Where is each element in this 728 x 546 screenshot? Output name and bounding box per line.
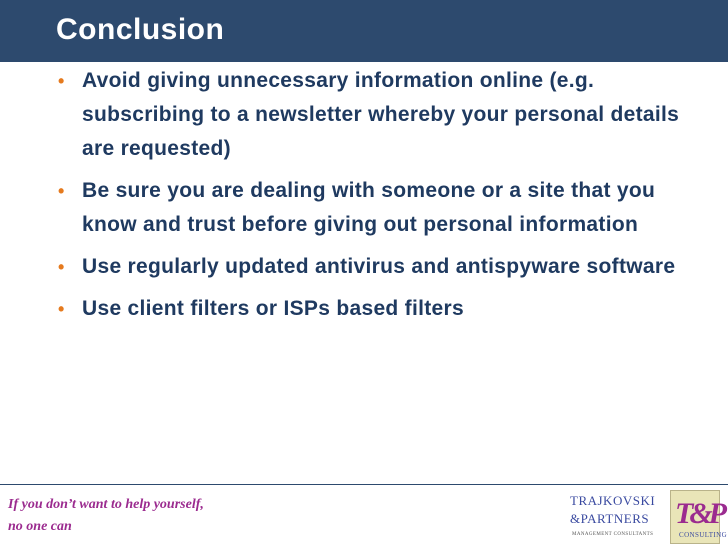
logo-line-1: TRAJKOVSKI <box>570 493 656 508</box>
bullet-marker-icon: • <box>58 181 65 201</box>
logo-mark-icon <box>670 490 728 544</box>
bullet-text: Avoid giving unnecessary information online (e.g. subscribing to a newsletter whereby your personal details are requested) <box>82 69 680 160</box>
bullet-item <box>56 64 696 166</box>
bullet-marker-icon: • <box>58 257 65 277</box>
bullet-text: Use client filters or ISPs based filters <box>82 297 464 320</box>
bullet-item <box>56 174 696 242</box>
logo-subtitle: MANAGEMENT CONSULTANTS <box>572 532 654 537</box>
bullet-marker-icon: • <box>58 71 65 91</box>
bullet-item <box>56 292 696 326</box>
logo-line-2: &PARTNERS <box>570 511 650 526</box>
logo-mark-text: T&P <box>675 497 723 530</box>
slogan-line-1: If you don’t want to help yourself, <box>8 497 204 512</box>
slide-title: Conclusion <box>56 13 225 46</box>
bullet-list <box>56 64 696 334</box>
logo-wordmark <box>570 492 655 528</box>
company-logo <box>566 490 728 544</box>
bullet-text: Be sure you are dealing with someone or a site that you know and trust before giving out personal information <box>82 179 656 236</box>
bullet-marker-icon: • <box>58 299 65 319</box>
bullet-text: Use regularly updated antivirus and antispyware software <box>82 255 676 278</box>
logo-mark-subtitle: CONSULTING <box>679 531 728 539</box>
bullet-item <box>56 250 696 284</box>
footer-slogan <box>8 494 204 538</box>
footer-divider <box>0 484 728 485</box>
slogan-line-2: no one can <box>8 519 72 534</box>
